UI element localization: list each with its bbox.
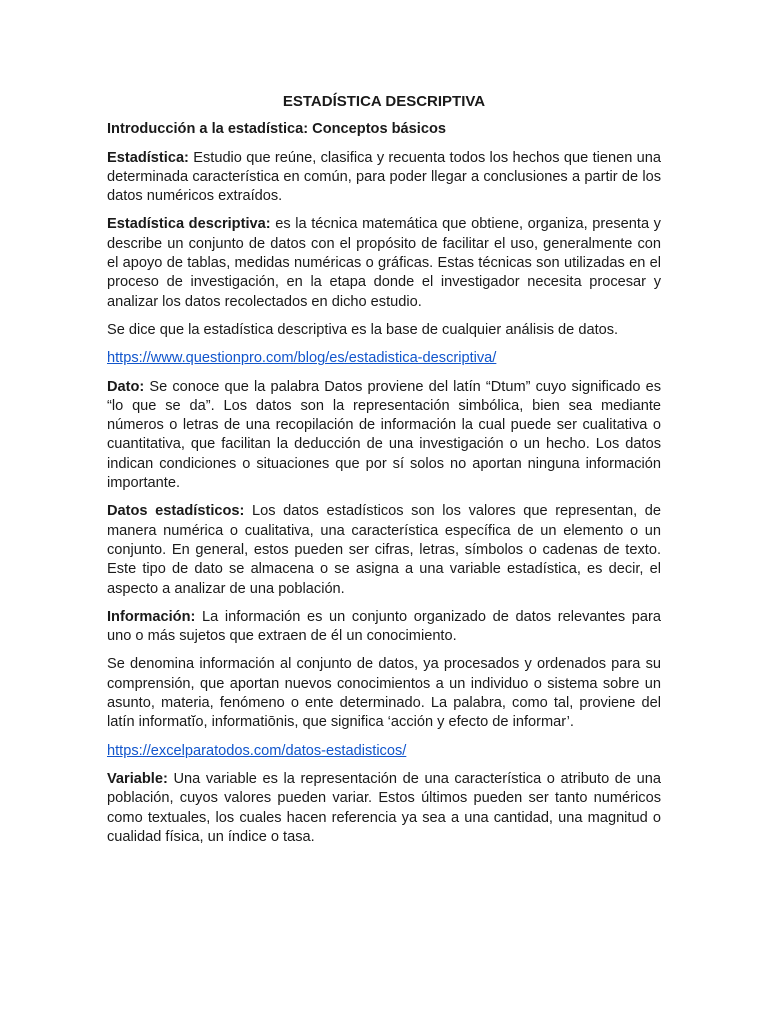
link-excelparatodos[interactable]: https://excelparatodos.com/datos-estadisticos/ xyxy=(107,742,407,759)
paragraph-datos-estadisticos xyxy=(107,502,661,598)
definition-estadistica: Estudio que reúne, clasifica y recuenta todos los hechos que tienen una determinada característica en común, para poder llegar a conclusiones a partir de los datos numéricos extraídos. xyxy=(107,149,661,205)
paragraph-dato xyxy=(107,378,661,494)
link-questionpro[interactable]: https://www.questionpro.com/blog/es/estadistica-descriptiva/ xyxy=(107,350,497,367)
paragraph-variable xyxy=(107,770,661,847)
term-informacion: Información: xyxy=(107,608,196,625)
paragraph-base-sentence: Se dice que la estadística descriptiva es la base de cualquier análisis de datos. xyxy=(107,321,619,338)
term-estadistica-descriptiva: Estadística descriptiva: xyxy=(107,216,271,233)
paragraph-estadistica-descriptiva xyxy=(107,215,661,311)
paragraph-informacion xyxy=(107,608,661,647)
paragraph-link-questionpro xyxy=(107,349,661,368)
document-page xyxy=(107,92,661,856)
term-datos-estadisticos: Datos estadísticos: xyxy=(107,503,245,520)
definition-estadistica-descriptiva: es la técnica matemática que obtiene, organiza, presenta y describe un conjunto de datos con el propósito de facilitar el uso, generalmente con el apoyo de tablas, medidas numéricas o gráficas. Estas técnicas son utilizadas en el proceso de investigación, en la etapa donde el investigador necesita procesar y analizar los datos recolectados en dicho estudio. xyxy=(107,216,661,310)
document-subtitle: Introducción a la estadística: Conceptos básicos xyxy=(107,121,446,138)
document-title: ESTADÍSTICA DESCRIPTIVA xyxy=(282,93,486,110)
term-estadistica: Estadística: xyxy=(107,149,189,166)
definition-dato: Se conoce que la palabra Datos proviene del latín “Dtum” cuyo significado es “lo que se da”. Los datos son la representación simbólica, bien sea mediante números o letras de una recopilación de información la cual puede ser cualitativa o cuantitativa, que facilitan la deducción de una investigación o un hecho. Los datos indican condiciones o situaciones que por sí solos no aportan ninguna información importante. xyxy=(107,378,661,492)
term-dato: Dato: xyxy=(107,378,145,395)
paragraph-informacion-2: Se denomina información al conjunto de datos, ya procesados y ordenados para su comprensión, que aportan nuevos conocimientos a un individuo o sistema sobre un asunto, materia, fenómeno o ente determinado. La palabra, como tal, proviene del latín informatĭo, informatiōnis, que significa ‘acción y efecto de informar’. xyxy=(107,656,661,731)
paragraph-estadistica xyxy=(107,149,661,207)
definition-informacion: La información es un conjunto organizado de datos relevantes para uno o más sujetos que extraen de él un conocimiento. xyxy=(107,608,661,645)
definition-datos-estadisticos: Los datos estadísticos son los valores que representan, de manera numérica o cualitativa, una característica específica de un elemento o un conjunto. En general, estos pueden ser cifras, letras, símbolos o cadenas de texto. Este tipo de dato se almacena o se asigna a una variable estadística, es decir, el aspecto a analizar de una población. xyxy=(107,503,661,597)
definition-variable: Una variable es la representación de una característica o atributo de una población, cuyos valores pueden variar. Estos últimos pueden ser tanto numéricos como textuales, los cuales hacen referencia ya sea a una cantidad, una magnitud o cualidad física, un índice o tasa. xyxy=(107,770,661,845)
term-variable: Variable: xyxy=(107,770,168,787)
paragraph-link-excelparatodos xyxy=(107,742,661,761)
